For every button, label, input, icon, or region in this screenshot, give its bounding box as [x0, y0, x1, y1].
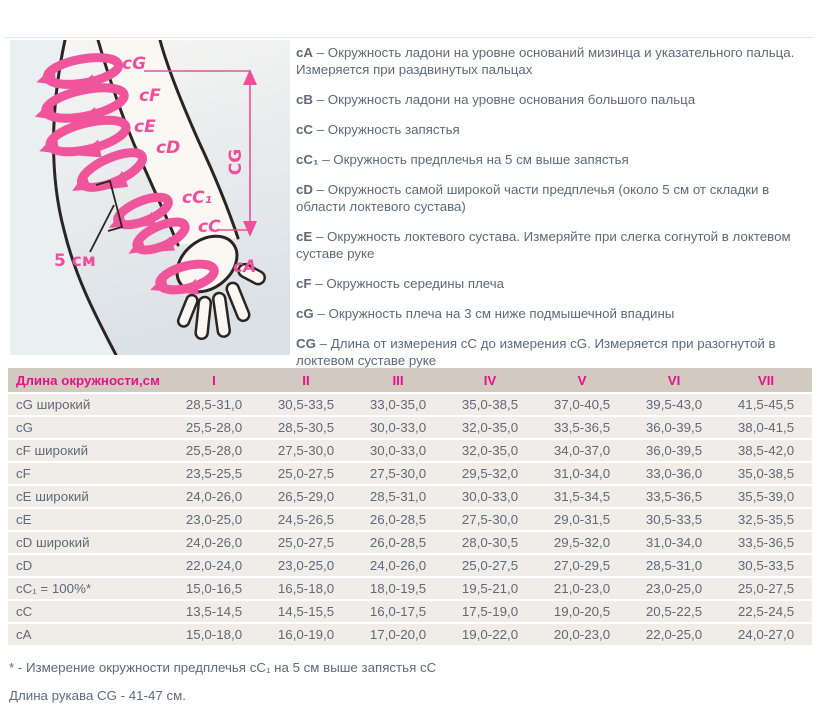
size-range-cell: 30,0-33,0: [444, 486, 536, 507]
table-row: [8, 394, 812, 415]
size-range-cell: 29,5-32,0: [536, 532, 628, 553]
arm-diagram-svg: [10, 40, 290, 355]
size-range-cell: 27,0-29,5: [536, 555, 628, 576]
table-row: [8, 555, 812, 576]
size-range-cell: 33,5-36,5: [536, 417, 628, 438]
table-row: [8, 532, 812, 553]
table-row: [8, 624, 812, 645]
size-range-cell: 23,0-25,0: [628, 578, 720, 599]
description-cD: cD – Окружность самой широкой части предплечья (около 5 см от складки в области локтевого сустава): [296, 182, 770, 214]
size-range-cell: 25,0-27,5: [720, 578, 812, 599]
size-range-cell: 16,0-17,5: [352, 601, 444, 622]
size-range-cell: 17,5-19,0: [444, 601, 536, 622]
size-range-cell: 38,5-42,0: [720, 440, 812, 461]
size-range-cell: 20,0-23,0: [536, 624, 628, 645]
footnotes: [9, 659, 436, 715]
table-row: [8, 509, 812, 530]
size-range-cell: 33,0-35,0: [352, 394, 444, 415]
table-header-row: [8, 368, 812, 392]
table-header-label: Длина окружности,см: [8, 368, 168, 392]
ring-label-cC: cC: [198, 217, 221, 237]
size-table: [8, 366, 812, 647]
size-range-cell: 33,5-36,5: [720, 532, 812, 553]
size-range-cell: 31,5-34,5: [536, 486, 628, 507]
table-header-size-I: I: [168, 368, 260, 392]
ring-label-cE: cE: [134, 117, 156, 137]
size-range-cell: 30,0-33,0: [352, 417, 444, 438]
size-range-cell: 37,0-40,5: [536, 394, 628, 415]
arm-measurement-diagram: [10, 40, 290, 355]
size-range-cell: 25,0-27,5: [260, 532, 352, 553]
size-range-cell: 32,0-35,0: [444, 417, 536, 438]
row-label: cE широкий: [8, 486, 168, 507]
code-cG: cG: [296, 306, 314, 321]
description-cB: cB – Окружность ладони на уровне основания большого пальца: [296, 92, 696, 107]
size-range-cell: 32,5-35,5: [720, 509, 812, 530]
size-range-cell: 24,0-26,0: [168, 486, 260, 507]
size-range-cell: 28,5-31,0: [628, 555, 720, 576]
size-range-cell: 19,5-21,0: [444, 578, 536, 599]
size-range-cell: 21,0-23,0: [536, 578, 628, 599]
row-label: cA: [8, 624, 168, 645]
description-cC1: cC₁ – Окружность предплечья на 5 см выше запястья: [296, 152, 629, 167]
table-row: [8, 440, 812, 461]
size-range-cell: 27,5-30,0: [444, 509, 536, 530]
footnote-cc1: * - Измерение окружности предплечья cC₁ на 5 см выше запястья cC: [9, 660, 437, 675]
size-range-cell: 23,5-25,5: [168, 463, 260, 484]
table-row: [8, 486, 812, 507]
size-range-cell: 15,0-16,5: [168, 578, 260, 599]
size-range-cell: 31,0-34,0: [628, 532, 720, 553]
size-range-cell: 22,5-24,5: [720, 601, 812, 622]
size-range-cell: 36,0-39,5: [628, 440, 720, 461]
size-range-cell: 24,0-26,0: [168, 532, 260, 553]
five-cm-label: 5 см: [54, 251, 96, 271]
measurement-descriptions: [296, 44, 816, 382]
cg-length-label: CG: [226, 148, 246, 176]
size-range-cell: 30,5-33,5: [628, 509, 720, 530]
table-header-size-II: II: [260, 368, 352, 392]
footnote-sleeve-length: Длина рукава CG - 41-47 см.: [9, 688, 186, 703]
size-range-cell: 25,0-27,5: [260, 463, 352, 484]
description-cE: cE – Окружность локтевого сустава. Измеряйте при слегка согнутой в локтевом суставе руке: [296, 229, 791, 261]
table-header-size-III: III: [352, 368, 444, 392]
ring-label-cG: cG: [122, 54, 147, 74]
size-range-cell: 36,0-39,5: [628, 417, 720, 438]
table-row: [8, 578, 812, 599]
size-range-cell: 35,5-39,0: [720, 486, 812, 507]
size-range-cell: 23,0-25,0: [260, 555, 352, 576]
size-range-cell: 33,5-36,5: [628, 486, 720, 507]
row-label: cF широкий: [8, 440, 168, 461]
size-range-cell: 28,5-31,0: [168, 394, 260, 415]
code-cC1: cC₁: [296, 152, 319, 167]
table-row: [8, 601, 812, 622]
row-label: cD: [8, 555, 168, 576]
size-range-cell: 25,5-28,0: [168, 417, 260, 438]
size-range-cell: 22,0-24,0: [168, 555, 260, 576]
size-range-cell: 22,0-25,0: [628, 624, 720, 645]
size-range-cell: 16,5-18,0: [260, 578, 352, 599]
size-range-cell: 39,5-43,0: [628, 394, 720, 415]
size-range-cell: 23,0-25,0: [168, 509, 260, 530]
size-range-cell: 17,0-20,0: [352, 624, 444, 645]
table-header-size-VII: VII: [720, 368, 812, 392]
size-range-cell: 35,0-38,5: [720, 463, 812, 484]
top-divider: [5, 37, 814, 38]
size-range-cell: 30,5-33,5: [260, 394, 352, 415]
ring-label-cC1: cC₁: [182, 188, 212, 208]
size-range-cell: 29,5-32,0: [444, 463, 536, 484]
size-range-cell: 35,0-38,5: [444, 394, 536, 415]
size-range-cell: 20,5-22,5: [628, 601, 720, 622]
size-range-cell: 19,0-20,5: [536, 601, 628, 622]
size-range-cell: 27,5-30,0: [352, 463, 444, 484]
row-label: cG: [8, 417, 168, 438]
size-range-cell: 19,0-22,0: [444, 624, 536, 645]
size-range-cell: 33,0-36,0: [628, 463, 720, 484]
row-label: cC₁ = 100%*: [8, 578, 168, 599]
size-range-cell: 41,5-45,5: [720, 394, 812, 415]
size-range-cell: 14,5-15,5: [260, 601, 352, 622]
row-label: cF: [8, 463, 168, 484]
size-range-cell: 30,5-33,5: [720, 555, 812, 576]
size-range-cell: 29,0-31,5: [536, 509, 628, 530]
row-label: cC: [8, 601, 168, 622]
description-cG: cG – Окружность плеча на 3 см ниже подмышечной впадины: [296, 306, 675, 321]
size-range-cell: 26,5-29,0: [260, 486, 352, 507]
size-range-cell: 32,0-35,0: [444, 440, 536, 461]
code-cD: cD: [296, 182, 313, 197]
table-header-size-IV: IV: [444, 368, 536, 392]
size-range-cell: 28,0-30,5: [444, 532, 536, 553]
size-range-cell: 18,0-19,5: [352, 578, 444, 599]
size-range-cell: 28,5-31,0: [352, 486, 444, 507]
table-row: [8, 463, 812, 484]
description-cF: cF – Окружность середины плеча: [296, 276, 505, 291]
size-range-cell: 27,5-30,0: [260, 440, 352, 461]
code-CG: CG: [296, 336, 316, 351]
size-range-cell: 26,0-28,5: [352, 532, 444, 553]
size-range-cell: 30,0-33,0: [352, 440, 444, 461]
size-range-cell: 16,0-19,0: [260, 624, 352, 645]
description-cA: cA – Окружность ладони на уровне оснований мизинца и указательного пальца. Измеряется при раздвинутых пальцах: [296, 45, 795, 77]
code-cC: cC: [296, 122, 313, 137]
table-row: [8, 417, 812, 438]
size-range-cell: 31,0-34,0: [536, 463, 628, 484]
code-cF: cF: [296, 276, 312, 291]
size-range-cell: 24,0-26,0: [352, 555, 444, 576]
size-range-cell: 38,0-41,5: [720, 417, 812, 438]
size-range-cell: 28,5-30,5: [260, 417, 352, 438]
size-range-cell: 15,0-18,0: [168, 624, 260, 645]
size-range-cell: 34,0-37,0: [536, 440, 628, 461]
code-cE: cE: [296, 229, 313, 244]
row-label: cE: [8, 509, 168, 530]
code-cA: cA: [296, 45, 313, 60]
row-label: cD широкий: [8, 532, 168, 553]
ring-label-cF: cF: [139, 86, 161, 106]
size-range-cell: 13,5-14,5: [168, 601, 260, 622]
table-header-size-V: V: [536, 368, 628, 392]
description-cC: cC – Окружность запястья: [296, 122, 460, 137]
ring-label-cD: cD: [156, 138, 181, 158]
table-header-size-VI: VI: [628, 368, 720, 392]
size-range-cell: 24,0-27,0: [720, 624, 812, 645]
size-range-cell: 25,5-28,0: [168, 440, 260, 461]
size-range-cell: 24,5-26,5: [260, 509, 352, 530]
code-cB: cB: [296, 92, 313, 107]
size-range-cell: 25,0-27,5: [444, 555, 536, 576]
description-CG: CG – Длина от измерения cC до измерения cG. Измеряется при разогнутой в локтевом суставе руке: [296, 336, 776, 368]
row-label: cG широкий: [8, 394, 168, 415]
ring-label-cA: cA: [233, 257, 257, 277]
size-range-cell: 26,0-28,5: [352, 509, 444, 530]
